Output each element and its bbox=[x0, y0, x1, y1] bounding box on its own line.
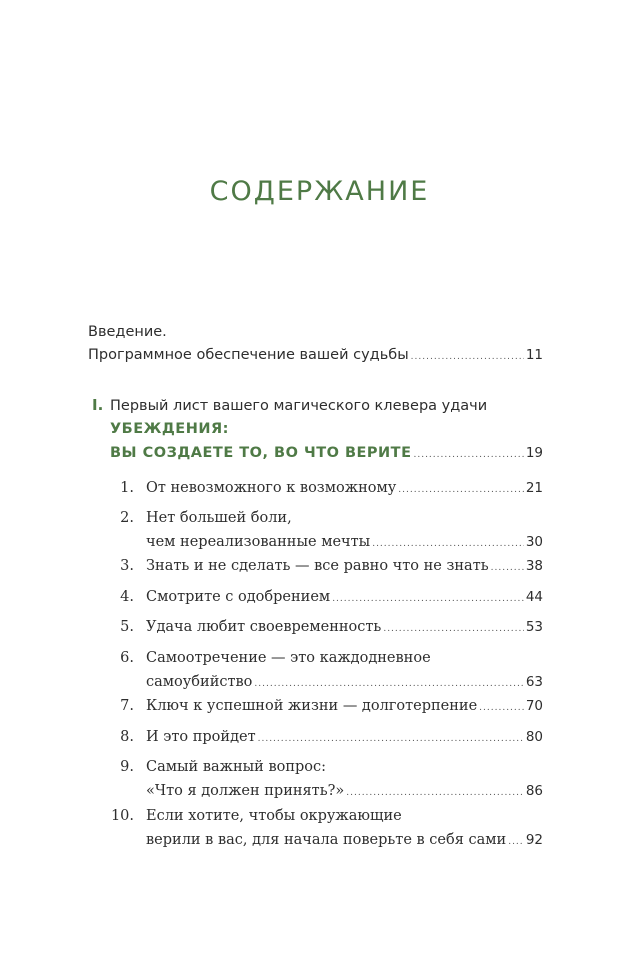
leader-dots bbox=[258, 729, 524, 749]
leader-dots bbox=[508, 832, 524, 852]
toc-entry-chapter[interactable] bbox=[146, 617, 543, 639]
chapter-title: Ключ к успешной жизни — долготерпение bbox=[146, 698, 478, 714]
chapter-title: Смотрите с одобрением bbox=[146, 589, 331, 605]
toc-entry-chapter[interactable] bbox=[146, 830, 543, 852]
leader-dots bbox=[332, 589, 524, 609]
chapter-title-line2: «Что я должен принять?» bbox=[146, 783, 345, 799]
toc-entry-chapter[interactable] bbox=[146, 727, 543, 749]
part-heading-line2: ВЫ СОЗДАЕТЕ ТО, ВО ЧТО ВЕРИТЕ bbox=[110, 445, 412, 461]
toc-entry-chapter[interactable] bbox=[146, 672, 543, 694]
toc-entry-chapter[interactable] bbox=[146, 587, 543, 609]
chapter-title: От невозможного к возможному bbox=[146, 480, 397, 496]
part-number: I. bbox=[92, 396, 104, 414]
part-subtitle: Первый лист вашего магического клевера удачи bbox=[110, 398, 488, 414]
chapter-title: Удача любит своевременность bbox=[146, 619, 382, 635]
intro-title: Программное обеспечение вашей судьбы bbox=[88, 347, 409, 363]
page-number: 44 bbox=[525, 589, 543, 605]
chapter-number: 6. bbox=[120, 650, 134, 666]
leader-dots bbox=[398, 480, 524, 500]
chapter-number: 8. bbox=[120, 729, 134, 745]
page-number: 92 bbox=[525, 832, 543, 848]
toc-entry-chapter[interactable] bbox=[146, 781, 543, 803]
page-number: 38 bbox=[525, 558, 543, 574]
chapter-title-line1: Самоотречение — это каждодневное bbox=[146, 650, 431, 666]
page-number: 21 bbox=[525, 480, 543, 496]
chapter-number: 9. bbox=[120, 759, 134, 775]
page-number: 63 bbox=[525, 674, 543, 690]
page-number: 11 bbox=[525, 347, 543, 363]
chapter-title-line2: верили в вас, для начала поверьте в себя сами bbox=[146, 832, 507, 848]
chapter-number: 2. bbox=[120, 510, 134, 526]
page-number: 80 bbox=[525, 729, 543, 745]
chapter-number: 4. bbox=[120, 589, 134, 605]
page-number: 19 bbox=[525, 445, 543, 461]
toc-entry-chapter[interactable] bbox=[146, 478, 543, 500]
toc-entry-chapter[interactable] bbox=[146, 696, 543, 718]
chapter-title: И это пройдет bbox=[146, 729, 256, 745]
page-number: 30 bbox=[525, 534, 543, 550]
chapter-number: 3. bbox=[120, 558, 134, 574]
chapter-title-line1: Нет большей боли, bbox=[146, 510, 292, 526]
leader-dots bbox=[413, 445, 523, 465]
leader-dots bbox=[372, 534, 524, 554]
leader-dots bbox=[491, 558, 524, 578]
leader-dots bbox=[254, 674, 523, 694]
chapter-number: 1. bbox=[120, 480, 134, 496]
chapter-title-line2: чем нереализованные мечты bbox=[146, 534, 371, 550]
page-number: 53 bbox=[525, 619, 543, 635]
leader-dots bbox=[346, 783, 524, 803]
leader-dots bbox=[383, 619, 523, 639]
intro-label: Введение. bbox=[88, 324, 167, 340]
toc-entry-chapter[interactable] bbox=[146, 556, 543, 578]
toc-entry-intro[interactable] bbox=[88, 345, 543, 367]
page-number: 70 bbox=[525, 698, 543, 714]
leader-dots bbox=[479, 698, 524, 718]
leader-dots bbox=[411, 347, 524, 367]
page-number: 86 bbox=[525, 783, 543, 799]
chapter-number: 10. bbox=[110, 808, 134, 824]
chapter-number: 7. bbox=[120, 698, 134, 714]
toc-entry-part1[interactable] bbox=[110, 443, 543, 465]
chapter-title-line2: самоубийство bbox=[146, 674, 253, 690]
chapter-number: 5. bbox=[120, 619, 134, 635]
chapter-title-line1: Самый важный вопрос: bbox=[146, 759, 327, 775]
chapter-title: Знать и не сделать — все равно что не знать bbox=[146, 558, 489, 574]
part-heading-line1: УБЕЖДЕНИЯ: bbox=[110, 421, 229, 437]
page-title: СОДЕРЖАНИЕ bbox=[209, 176, 430, 207]
chapter-title-line1: Если хотите, чтобы окружающие bbox=[146, 808, 402, 824]
toc-entry-chapter[interactable] bbox=[146, 532, 543, 554]
